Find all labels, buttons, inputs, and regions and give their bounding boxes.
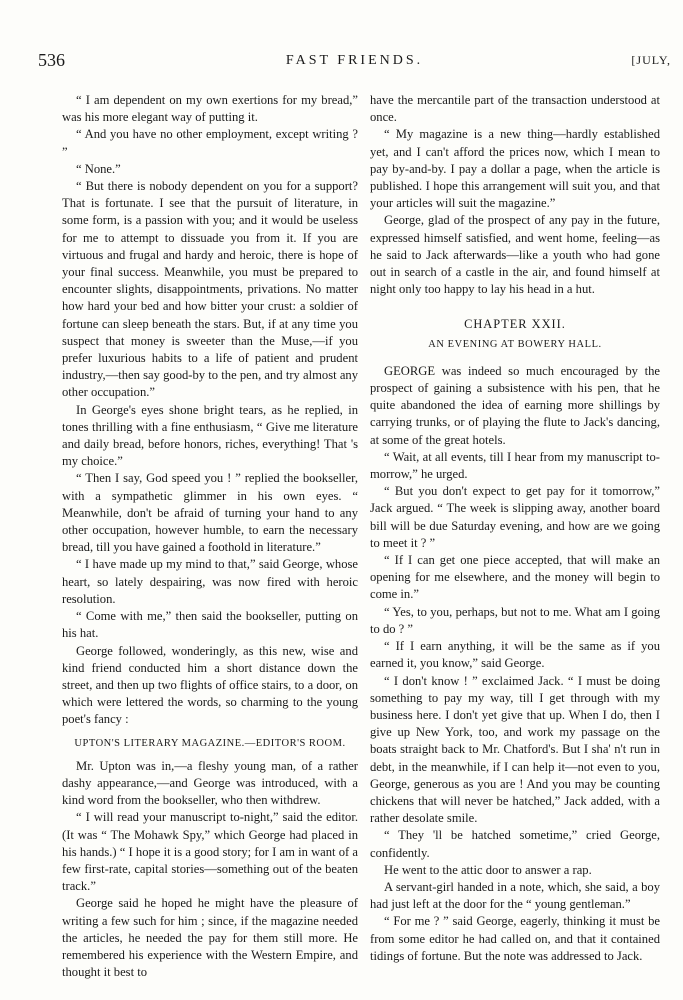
paragraph: GEORGE was indeed so much encouraged by the prospect of gaining a subsistence with his pen, that he quite abandoned the idea of earning more shillings by carrying trunks, or of playing the flute to Jack's dancing, at some of the great hotels. bbox=[370, 363, 660, 447]
paragraph: “ If I can get one piece accepted, that will make an opening for me elsewhere, and the money will begin to come in.” bbox=[370, 553, 660, 602]
paragraph: George, glad of the prospect of any pay in the future, expressed himself satisfied, and went home, feeling—as he said to Jack afterwards—like a youth who had gone out in search of a castle in the air, and found himself at night only too happy to lay his head in a hut. bbox=[370, 213, 660, 297]
chapter-number: CHAPTER XXII. bbox=[464, 317, 566, 332]
paragraph: “ But there is nobody dependent on you for a support? That is fortunate. I see that the pursuit of literature, in some form, is a passion with you; and it would be useless for me to attempt to dissuade you from it. If you are virtuous and frugal and hardy and heroic, there is hope of your final success. Meanwhile, you must be prepared to encounter slights, disappointments, privations. No matter how hard your bed and how bitter your crust: a soldier of fortune can sleep beneath the stars. But, if at any time you suspect that money is sweeter than the Muse,—if you prefer luxurious habits to a life of patient and prudent industry,—then say good-by to the pen, and try almost any other occupation.” bbox=[62, 179, 358, 400]
paragraph: “ I am dependent on my own exertions for my bread,” was his more elegant way of putting it. bbox=[62, 93, 358, 125]
paragraph: “ But you don't expect to get pay for it tomorrow,” Jack argued. “ The week is slipping away, another board bill will be due Saturday evening, and how are we going to meet it ? ” bbox=[370, 484, 660, 550]
left-column bbox=[62, 92, 358, 981]
paragraph: “ Then I say, God speed you ! ” replied the bookseller, with a sympathetic glimmer in his own eyes. “ Meanwhile, don't be afraid of turning your hand to any other occupation, however humble, to earn the necessary bread, till you have gained a foothold in literature.” bbox=[62, 471, 358, 555]
paragraph: “ None.” bbox=[76, 161, 121, 176]
office-door-sign: UPTON'S LITERARY MAGAZINE.—EDITOR'S ROOM. bbox=[74, 737, 346, 749]
paragraph: “ My magazine is a new thing—hardly established yet, and I can't afford the prices now, which I mean to pay by-and-by. I pay a dollar a page, when the article is published. I hope this arrangement will suit you, and that your articles will suit the magazine.” bbox=[370, 127, 660, 211]
paragraph: “ Come with me,” then said the bookseller, putting on his hat. bbox=[62, 609, 358, 641]
paragraph: A servant-girl handed in a note, which, she said, a boy had just left at the door for the “ young gentleman.” bbox=[370, 879, 660, 912]
paragraph: George said he hoped he might have the pleasure of writing a few such for him ; since, if the magazine needed the articles, he needed the pay for them still more. He remembered his experience with the Western Empire, and thought it best to bbox=[62, 896, 358, 980]
chapter-title: AN EVENING AT BOWERY HALL. bbox=[428, 338, 602, 350]
running-month: [JULY, bbox=[631, 53, 671, 67]
paragraph: Mr. Upton was in,—a fleshy young man, of a rather dashy appearance,—and George was introduced, with a kind word from the bookseller, who then withdrew. bbox=[62, 758, 358, 808]
right-column bbox=[370, 92, 660, 965]
paragraph-continued: have the mercantile part of the transaction understood at once. bbox=[370, 93, 660, 125]
running-header bbox=[38, 50, 671, 74]
paragraph: In George's eyes shone bright tears, as he replied, in tones thrilling with a fine enthusiasm, “ Give me literature and daily bread, before honors, riches, everything! That 's my choice.” bbox=[62, 402, 358, 469]
paragraph: “ Wait, at all events, till I hear from my manuscript to-morrow,” he urged. bbox=[370, 449, 660, 482]
paragraph: “ And you have no other employment, except writing ? ” bbox=[62, 127, 358, 159]
paragraph: He went to the attic door to answer a rap. bbox=[384, 862, 592, 877]
paragraph: “ I have made up my mind to that,” said George, whose heart, so lately despairing, was now fired with heroic resolution. bbox=[62, 557, 358, 606]
paragraph: “ They 'll be hatched sometime,” cried George, confidently. bbox=[370, 828, 660, 860]
paragraph: “ I don't know ! ” exclaimed Jack. “ I must be doing something to pay my way, till I get through with my business here. I don't yet give that up. When I do, then I give up New York, too, and work my passage on the boats straight back to Mr. Chatford's. But I sha' n't run in debt, in the meanwhile, if I can help it—not even to you, George, generous as you are ! And you may be counting chickens that will never be hatched,” Jack added, with a rather desolate smile. bbox=[370, 673, 660, 826]
paragraph: George followed, wonderingly, as this new, wise and kind friend conducted him a short distance down the street, and then up two flights of office stairs, to a door, on which were lettered the words, so charming to the young poet's fancy : bbox=[62, 643, 358, 727]
paragraph: “ Yes, to you, perhaps, but not to me. What am I going to do ? ” bbox=[370, 604, 660, 636]
running-title: FAST FRIENDS. bbox=[285, 53, 424, 68]
paragraph: “ For me ? ” said George, eagerly, thinking it must be from some editor he had called on, and that it contained tidings of fortune. But the note was addressed to Jack. bbox=[370, 914, 660, 963]
paragraph: “ If I earn anything, it will be the same as if you earned it, you know,” said George. bbox=[370, 639, 660, 671]
paragraph: “ I will read your manuscript to-night,” said the editor. (It was “ The Mohawk Spy,” which George had placed in his hands.) “ I hope it is a good story; for I am in want of a few first-rate, capital stories—something out of the beaten track.” bbox=[62, 810, 358, 894]
page-number: 536 bbox=[38, 50, 65, 70]
